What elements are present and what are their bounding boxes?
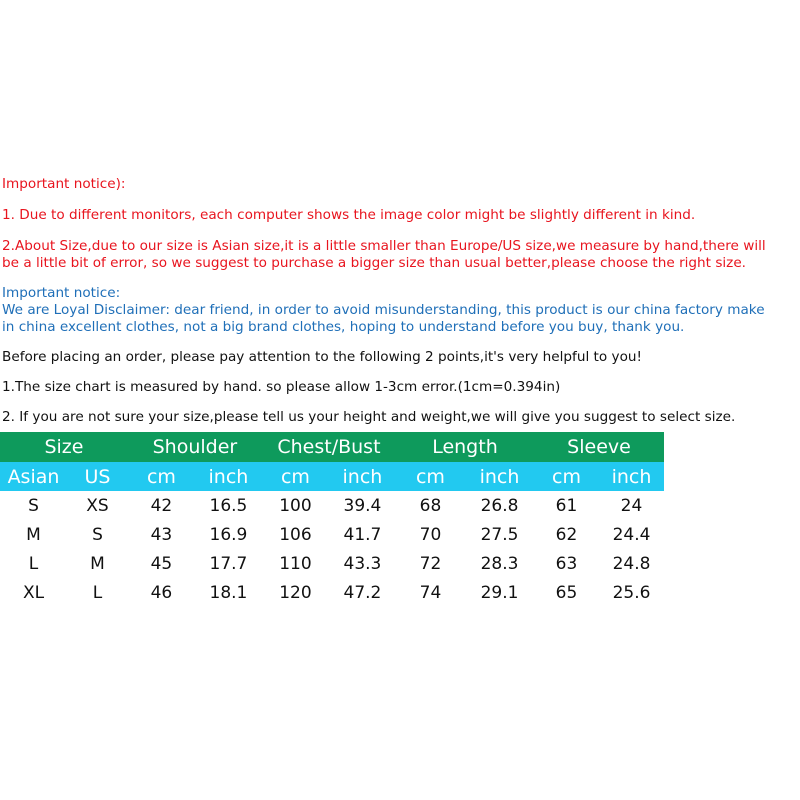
- table-cell: XL: [22, 582, 45, 603]
- red-notice-item-1: 1. Due to different monitors, each computer shows the image color might be slightly different in kind.: [2, 207, 696, 223]
- table-row: [0, 520, 664, 549]
- table-cell: 24.8: [612, 553, 651, 574]
- blue-notice-title: Important notice:: [2, 285, 121, 301]
- sub-header-us: US: [67, 462, 128, 491]
- table-cell: 46: [150, 582, 173, 603]
- group-header-chest-bust: Chest/Bust: [262, 432, 396, 462]
- table-cell: 106: [279, 524, 312, 545]
- red-notice-item-2-line-1: 2.About Size,due to our size is Asian size,it is a little smaller than Europe/US size,we measure by hand,there will: [2, 238, 766, 254]
- table-cell: 39.4: [343, 495, 382, 516]
- group-header-size: Size: [0, 432, 128, 462]
- group-header-length: Length: [396, 432, 534, 462]
- sub-header-length-cm: cm: [396, 462, 465, 491]
- black-notice-line-1: Before placing an order, please pay attention to the following 2 points,it's very helpful to you!: [2, 349, 642, 365]
- table-cell: 68: [419, 495, 442, 516]
- size-chart-table: [0, 432, 664, 607]
- table-cell: 63: [555, 553, 578, 574]
- table-cell: 16.5: [209, 495, 248, 516]
- table-cell: 62: [555, 524, 578, 545]
- table-cell: 28.3: [480, 553, 519, 574]
- sub-header-sleeve-cm: cm: [534, 462, 599, 491]
- notice-block: [2, 176, 798, 426]
- table-cell: 24: [620, 495, 643, 516]
- group-header-sleeve: Sleeve: [534, 432, 664, 462]
- table-cell: 120: [279, 582, 312, 603]
- table-cell: 43: [150, 524, 173, 545]
- table-cell: L: [92, 582, 103, 603]
- table-cell: 41.7: [343, 524, 382, 545]
- table-cell: 29.1: [480, 582, 519, 603]
- sub-header-asian: Asian: [0, 462, 67, 491]
- black-notice-line-3: 2. If you are not sure your size,please tell us your height and weight,we will give you suggest to select size.: [2, 409, 736, 425]
- table-cell: 65: [555, 582, 578, 603]
- table-cell: 100: [279, 495, 312, 516]
- table-cell: XS: [86, 495, 109, 516]
- table-cell: 47.2: [343, 582, 382, 603]
- table-cell: 26.8: [480, 495, 519, 516]
- table-cell: 16.9: [209, 524, 248, 545]
- sub-header-chest-cm: cm: [262, 462, 329, 491]
- table-row: [0, 549, 664, 578]
- table-cell: M: [90, 553, 105, 574]
- table-cell: 24.4: [612, 524, 651, 545]
- red-notice-item-2-line-2: be a little bit of error, so we suggest to purchase a bigger size than usual better,please choose the right size.: [2, 255, 747, 271]
- table-cell: 70: [419, 524, 442, 545]
- blue-notice-line-2: in china excellent clothes, not a big brand clothes, hoping to understand before you buy, thank you.: [2, 319, 685, 335]
- sub-header-shoulder-cm: cm: [128, 462, 195, 491]
- sub-header-sleeve-inch: inch: [599, 462, 664, 491]
- table-cell: 43.3: [343, 553, 382, 574]
- table-cell: 61: [555, 495, 578, 516]
- black-notice-line-2: 1.The size chart is measured by hand. so please allow 1-3cm error.(1cm=0.394in): [2, 379, 561, 395]
- size-chart-group-header-row: [0, 432, 664, 462]
- table-cell: 74: [419, 582, 442, 603]
- table-cell: 72: [419, 553, 442, 574]
- red-notice-title: Important notice):: [2, 176, 126, 192]
- table-cell: 17.7: [209, 553, 248, 574]
- table-cell: 18.1: [209, 582, 248, 603]
- sub-header-shoulder-inch: inch: [195, 462, 262, 491]
- table-cell: S: [28, 495, 39, 516]
- table-row: [0, 578, 664, 607]
- table-cell: 110: [279, 553, 312, 574]
- table-row: [0, 491, 664, 520]
- group-header-shoulder: Shoulder: [128, 432, 262, 462]
- table-cell: M: [26, 524, 41, 545]
- table-cell: 25.6: [612, 582, 651, 603]
- size-chart-sub-header-row: [0, 462, 664, 491]
- table-cell: 27.5: [480, 524, 519, 545]
- blue-notice-line-1: We are Loyal Disclaimer: dear friend, in order to avoid misunderstanding, this product is our china factory make: [2, 302, 765, 318]
- table-cell: 42: [150, 495, 173, 516]
- table-cell: S: [92, 524, 103, 545]
- table-cell: L: [28, 553, 39, 574]
- sub-header-chest-inch: inch: [329, 462, 396, 491]
- sub-header-length-inch: inch: [465, 462, 534, 491]
- table-cell: 45: [150, 553, 173, 574]
